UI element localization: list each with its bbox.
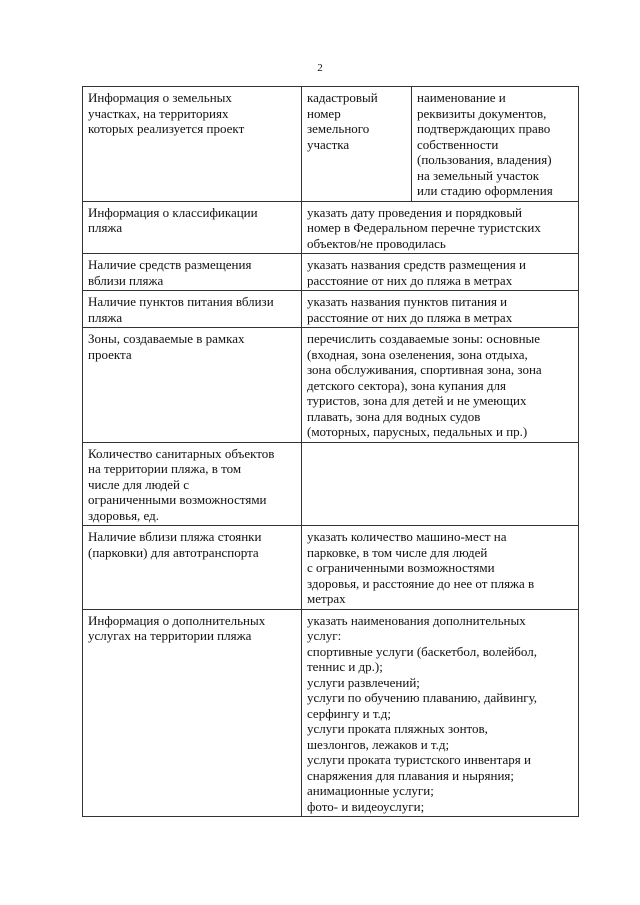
row-value-catering: указать названия пунктов питания и расстояние от них до пляжа в метрах xyxy=(302,291,579,328)
table-row-additional-services xyxy=(83,609,579,817)
project-info-table xyxy=(82,86,579,817)
row-label-parking: Наличие вблизи пляжа стоянки (парковки) для автотранспорта xyxy=(83,526,302,610)
row-value-zones: перечислить создаваемые зоны: основные (входная, зона озеленения, зона отдыха, зона обслуживания, спортивная зона, зона детского сектора), зона купания для туристов, зона для детей и не умеющих плавать, зона для водных судов (моторных, парусных, педальных и пр.) xyxy=(302,328,579,443)
row-value-additional-services: указать наименования дополнительных услуг: спортивные услуги (баскетбол, волейбол, теннис и др.); услуги развлечений; услуги по обучению плаванию, дайвингу, серфингу и т.д; услуги проката пляжных зонтов, шезлонгов, лежаков и т.д; услуги проката туристского инвентаря и снаряжения для плавания и ныряния; анимационные услуги; фото- и видеоуслуги; xyxy=(302,609,579,817)
table-row-accommodation xyxy=(83,254,579,291)
cell-ownership-documents: наименование и реквизиты документов, подтверждающих право собственности (пользования, владения) на земельный участок или стадию оформления xyxy=(412,87,579,202)
table-row-land-plots xyxy=(83,87,579,202)
row-label-classification: Информация о классификации пляжа xyxy=(83,201,302,254)
table-row-catering xyxy=(83,291,579,328)
row-label-catering: Наличие пунктов питания вблизи пляжа xyxy=(83,291,302,328)
table-row-sanitary xyxy=(83,442,579,526)
row-value-parking: указать количество машино-мест на парковке, в том числе для людей с ограниченными возможностями здоровья, и расстояние до нее от пляжа в метрах xyxy=(302,526,579,610)
row-value-classification: указать дату проведения и порядковый номер в Федеральном перечне туристских объектов/не проводилась xyxy=(302,201,579,254)
table-row-zones xyxy=(83,328,579,443)
row-label-sanitary: Количество санитарных объектов на территории пляжа, в том числе для людей с ограниченными возможностями здоровья, ед. xyxy=(83,442,302,526)
row-label-accommodation: Наличие средств размещения вблизи пляжа xyxy=(83,254,302,291)
cell-cadastral-number: кадастровый номер земельного участка xyxy=(302,87,412,202)
row-value-accommodation: указать названия средств размещения и расстояние от них до пляжа в метрах xyxy=(302,254,579,291)
page-number: 2 xyxy=(317,62,323,74)
row-value-sanitary xyxy=(302,442,579,526)
row-label-zones: Зоны, создаваемые в рамках проекта xyxy=(83,328,302,443)
row-label-land-plots: Информация о земельных участках, на территориях которых реализуется проект xyxy=(83,87,302,202)
row-label-additional-services: Информация о дополнительных услугах на территории пляжа xyxy=(83,609,302,817)
table-row-classification xyxy=(83,201,579,254)
table-row-parking xyxy=(83,526,579,610)
